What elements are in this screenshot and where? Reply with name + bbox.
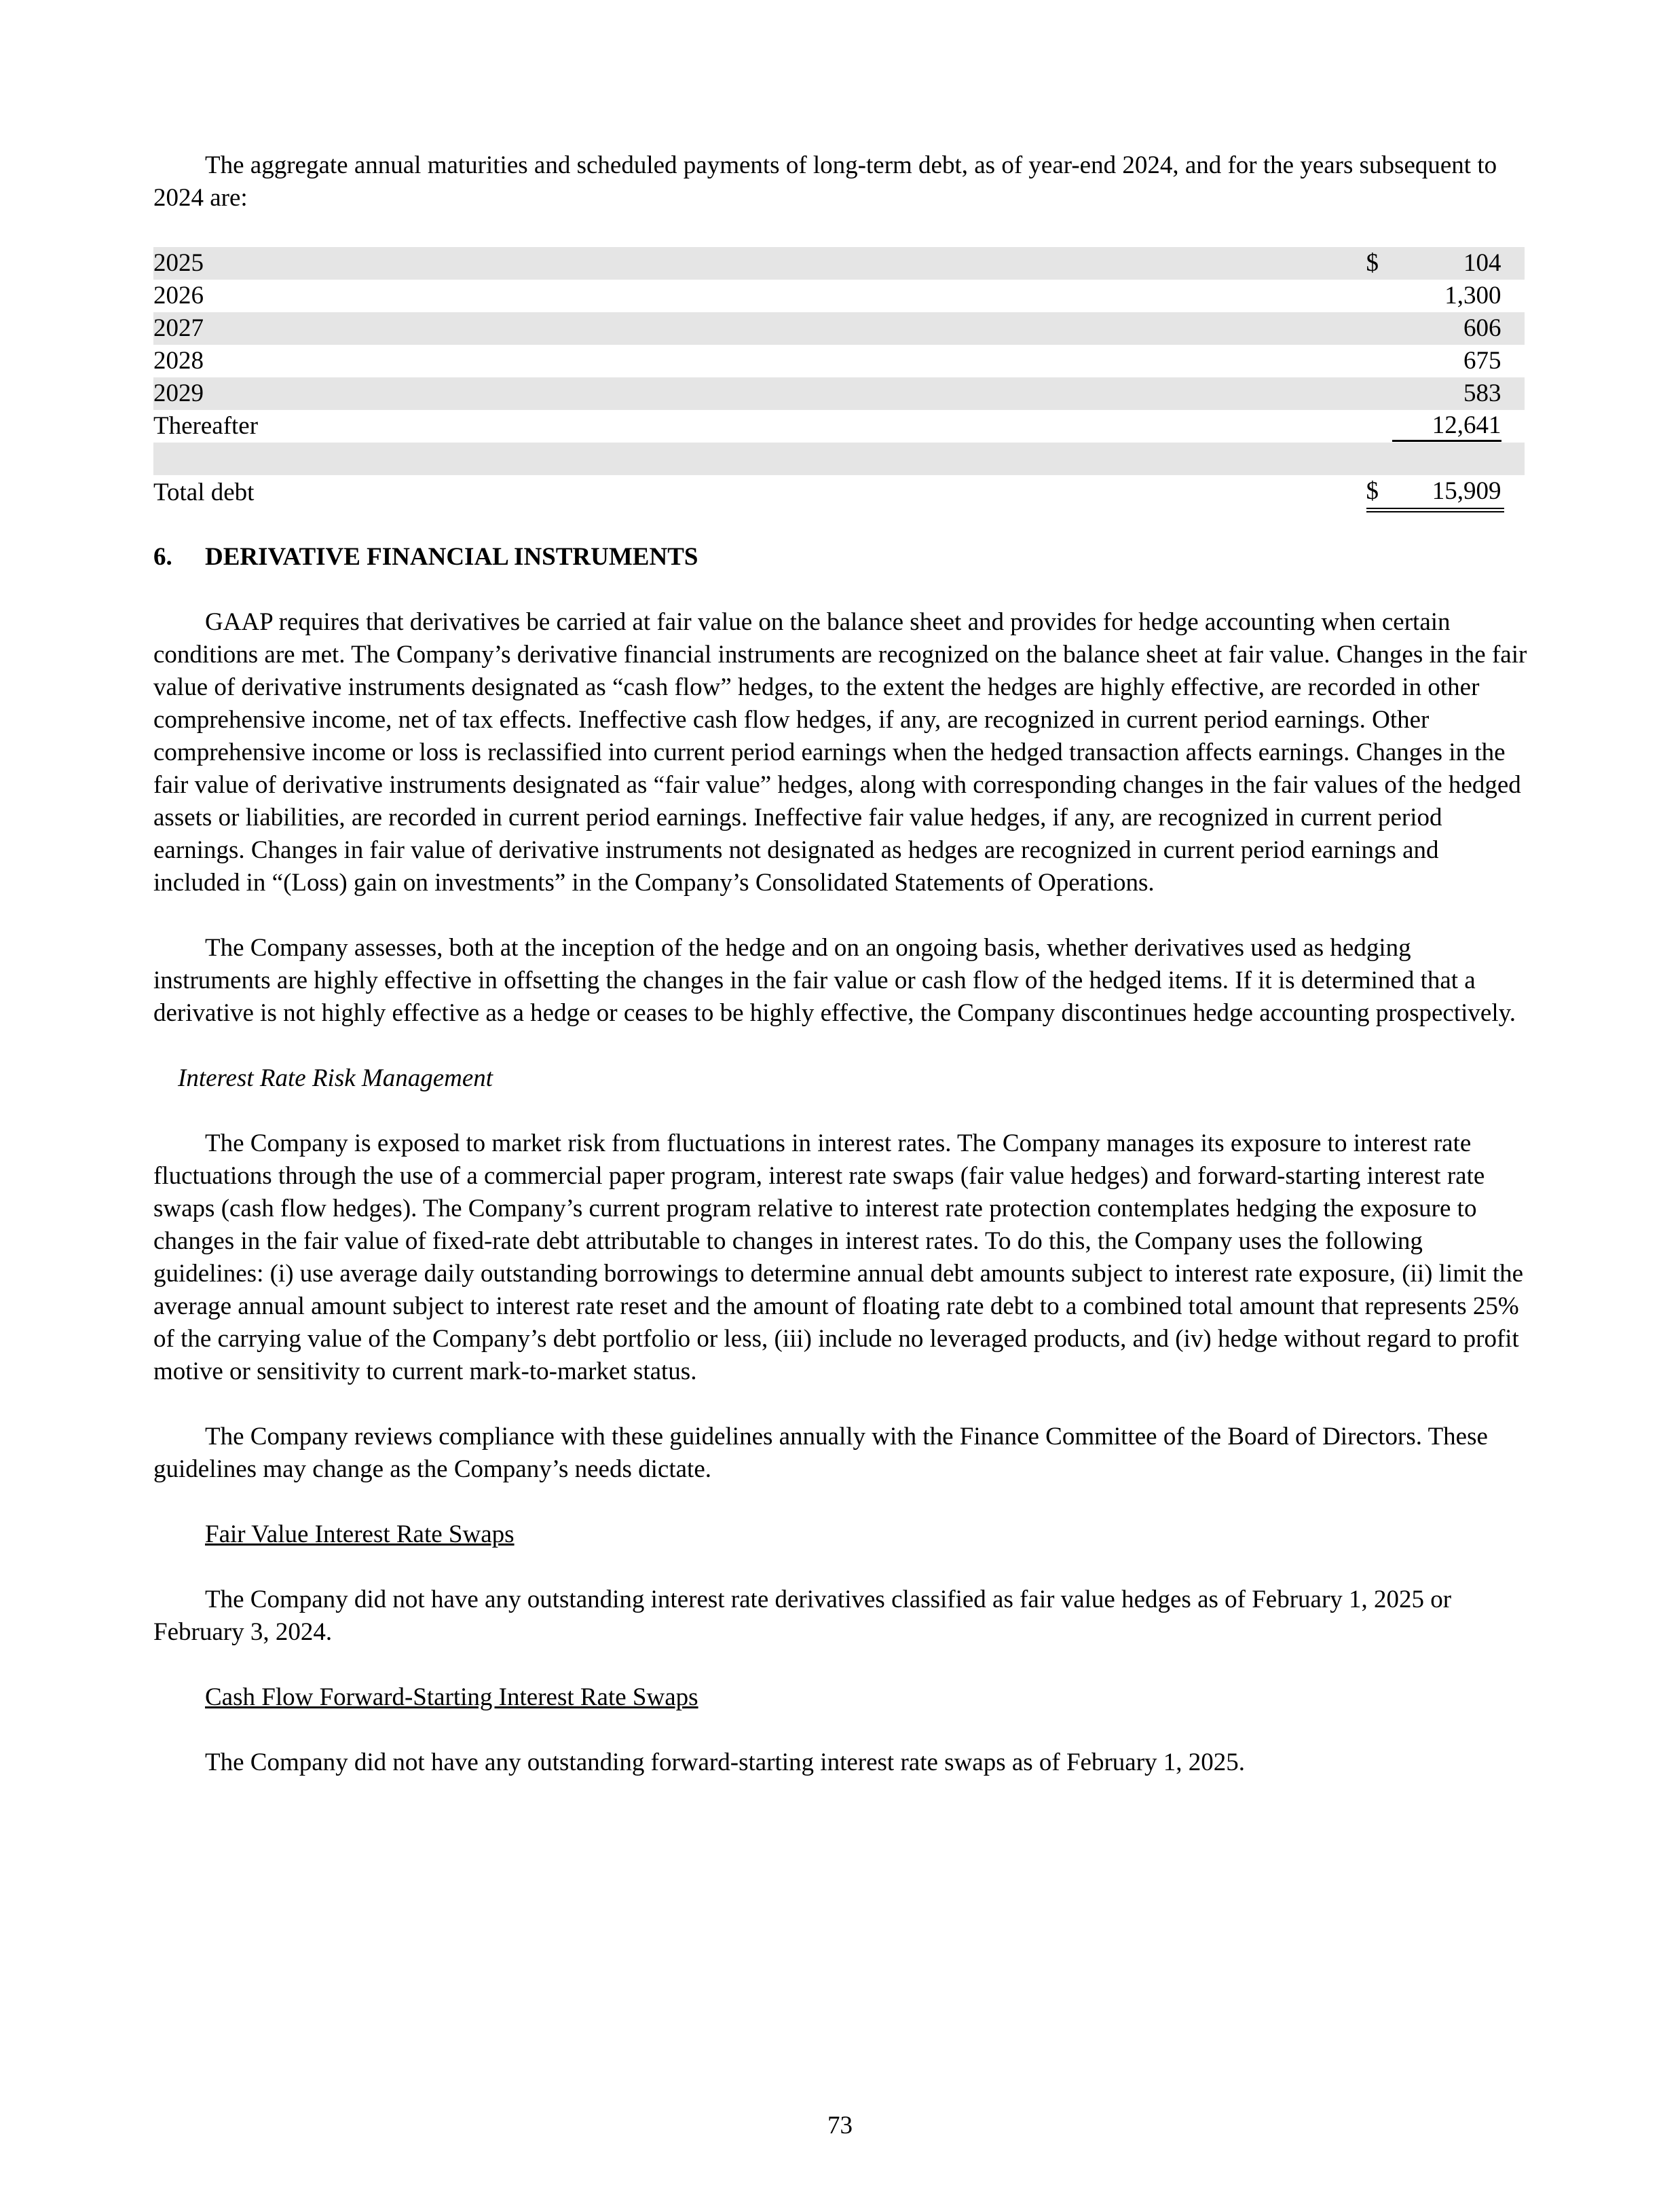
row-label: 2026 [153,282,204,310]
table-row [153,280,1525,312]
cash-flow-swaps-paragraph: The Company did not have any outstanding forward-starting interest rate swaps as of February 1, 2025. [205,1748,1246,1776]
table-row [153,410,1525,443]
row-label: 2029 [153,377,1366,410]
blank-cell [1504,443,1525,475]
row-spacer [1504,377,1525,410]
row-amount: 606 [1383,312,1504,345]
row-label: 2027 [153,312,1366,345]
row-spacer [1504,475,1525,510]
document-page [153,149,1531,1812]
row-spacer [1504,280,1525,312]
row-label: 2028 [153,347,204,375]
guidelines-review-paragraph: The Company reviews compliance with these guidelines annually with the Finance Committee of the Board of Directors. These guidelines may change as the Company’s needs dictate. [153,1423,1488,1483]
blank-cell [1383,443,1504,475]
section-heading [153,541,1531,574]
currency-symbol: $ [1366,247,1383,280]
blank-cell [153,443,1366,475]
row-label: 2025 [153,247,1366,280]
total-amount: 15,909 [1383,475,1504,510]
debt-maturities-table [153,247,1525,512]
currency-symbol [1366,312,1383,345]
currency-symbol [1366,410,1383,443]
row-label: Thereafter [153,412,259,440]
currency-symbol [1366,377,1383,410]
currency-symbol [1366,280,1383,312]
cash-flow-swaps-subheading: Cash Flow Forward-Starting Interest Rate Swaps [205,1683,698,1711]
currency-symbol: $ [1366,475,1383,510]
gaap-paragraph: GAAP requires that derivatives be carried at fair value on the balance sheet and provides for hedge accounting when certain conditions are met. The Company’s derivative financial instruments are recognized on the balance sheet at fair value. Changes in the fair value of derivative instruments designated as “cash flow” hedges, to the extent the hedges are highly effective, are recorded in other comprehensive income, net of tax effects. Ineffective cash flow hedges, if any, are recognized in current period earnings. Other comprehensive income or loss is reclassified into current period earnings when the hedged transaction affects earnings. Changes in the fair value of derivative instruments designated as “fair value” hedges, along with corresponding changes in the fair values of the hedged assets or liabilities, are recorded in current period earnings. Ineffective fair value hedges, if any, are recognized in current period earnings. Changes in fair value of derivative instruments not designated as hedges are recognized in current period earnings and included in “(Loss) gain on investments” in the Company’s Consolidated Statements of Operations. [153,608,1527,897]
section-number: 6. [153,543,172,571]
fair-value-swaps-paragraph: The Company did not have any outstanding interest rate derivatives classified as fair value hedges as of February 1, 2025 or February 3, 2024. [153,1586,1452,1646]
row-spacer [1504,312,1525,345]
row-spacer [1504,247,1525,280]
table-row [153,345,1525,377]
row-amount: 675 [1463,347,1501,375]
interest-rate-risk-subheading: Interest Rate Risk Management [178,1064,493,1092]
row-spacer [1504,345,1525,377]
page-number: 73 [827,2112,853,2139]
table-row [153,247,1525,280]
currency-symbol [1366,345,1383,377]
row-amount [1383,410,1504,443]
blank-cell [1366,443,1383,475]
total-row [153,475,1525,510]
table-row [153,312,1525,345]
interest-rate-risk-paragraph: The Company is exposed to market risk from fluctuations in interest rates. The Company manages its exposure to interest rate fluctuations through the use of a commercial paper program, interest rate swaps (fair value hedges) and forward-starting interest rate swaps (cash flow hedges). The Company’s current program relative to interest rate protection contemplates hedging the exposure to changes in the fair value of fixed-rate debt attributable to changes in interest rates. To do this, the Company uses the following guidelines: (i) use average daily outstanding borrowings to determine annual debt amounts subject to interest rate exposure, (ii) limit the average annual amount subject to interest rate reset and the amount of floating rate debt to a combined total amount that represents 25% of the carrying value of the Company’s debt portfolio or less, (iii) include no leveraged products, and (iv) hedge without regard to profit motive or sensitivity to current mark-to-market status. [153,1129,1524,1385]
subtotal-amount: 12,641 [1392,411,1501,442]
row-spacer [1504,410,1525,443]
row-amount: 1,300 [1444,282,1501,310]
hedge-effectiveness-paragraph: The Company assesses, both at the inception of the hedge and on an ongoing basis, whether derivatives used as hedging instruments are highly effective in offsetting the changes in the fair value or cash flow of the hedged items. If it is determined that a derivative is not highly effective as a hedge or ceases to be highly effective, the Company discontinues hedge accounting prospectively. [153,934,1516,1027]
row-amount: 104 [1383,247,1504,280]
table-row [153,377,1525,410]
table-blank-row [153,443,1525,475]
row-amount: 583 [1383,377,1504,410]
total-label: Total debt [153,478,255,506]
intro-paragraph: The aggregate annual maturities and scheduled payments of long-term debt, as of year-end 2024, and for the years subsequent to 2024 are: [153,151,1497,212]
section-title: DERIVATIVE FINANCIAL INSTRUMENTS [205,543,698,571]
fair-value-swaps-subheading: Fair Value Interest Rate Swaps [205,1520,515,1548]
